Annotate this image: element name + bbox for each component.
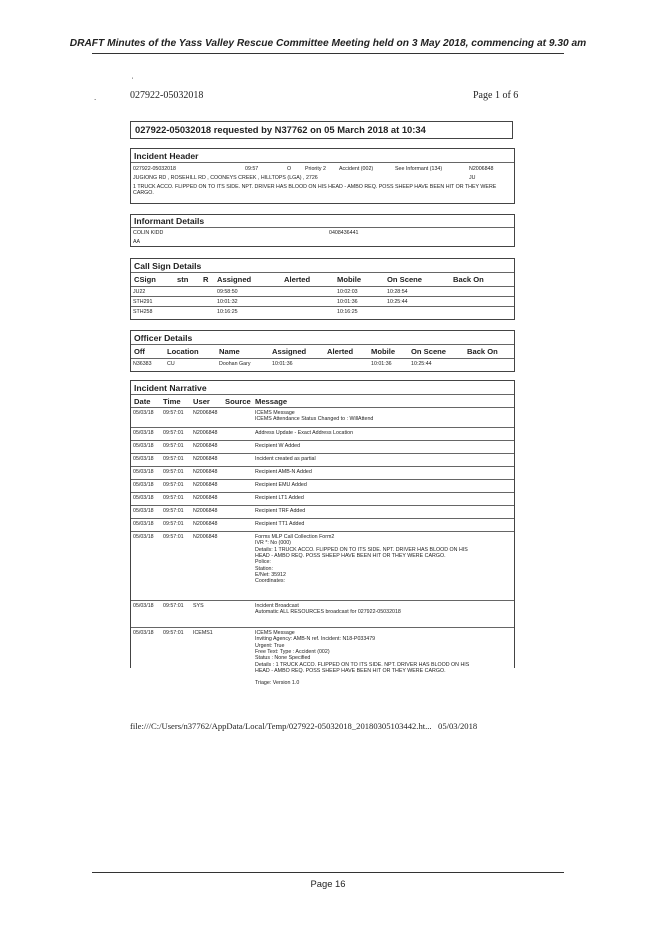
narrative-message-line: HEAD - AMBO REQ. POSS SHEEP HAVE BEEN HIT OR THEY WERE CARGO. xyxy=(255,552,446,559)
narrative-date: 05/03/18 xyxy=(133,430,154,436)
narrative-time: 09:57:01 xyxy=(163,443,184,449)
column-header: Mobile xyxy=(371,347,396,356)
narrative-date: 05/03/18 xyxy=(133,482,154,488)
officer-cell: CU xyxy=(167,361,175,367)
narrative-date: 05/03/18 xyxy=(133,630,154,636)
narrative-date: 05/03/18 xyxy=(133,456,154,462)
narrative-message-line: Recipient TT1 Added xyxy=(255,521,305,527)
column-header: Source xyxy=(225,397,251,406)
column-header: Mobile xyxy=(337,275,362,284)
file-path: file:///C:/Users/n37762/AppData/Local/Temp/027922-05032018_20180305103442.ht... xyxy=(130,721,432,731)
narrative-user: ICEMS1 xyxy=(193,630,213,636)
officer-cell: 10:01:36 xyxy=(371,361,392,367)
incident-location: JUGIONG RD , ROSEHILL RD , COONEYS CREEK , HILLTOPS (LGA) , 2726 xyxy=(133,175,318,181)
row-divider xyxy=(131,466,514,467)
narrative-section xyxy=(130,380,515,687)
column-header: User xyxy=(193,397,210,406)
narrative-date: 05/03/18 xyxy=(133,410,154,416)
column-header: On Scene xyxy=(387,275,423,284)
section-title: Incident Header xyxy=(134,151,199,161)
reference-number: 027922-05032018 xyxy=(130,90,204,101)
callsign-cell: JU22 xyxy=(133,289,146,295)
narrative-message-line: ICEMS Message xyxy=(255,630,295,636)
column-header: Assigned xyxy=(217,275,252,284)
callsign-cell: 10:16:25 xyxy=(217,309,238,315)
incident-type: Accident (002) xyxy=(339,166,374,172)
narrative-message-line: Address Update - Exact Address Location xyxy=(255,430,354,436)
request-box xyxy=(130,121,513,139)
incident-code: O xyxy=(287,166,292,172)
narrative-time: 09:57:01 xyxy=(163,456,184,462)
callsign-cell: 10:28:54 xyxy=(387,289,408,295)
column-header: On Scene xyxy=(411,347,447,356)
incident-location-code: JU xyxy=(469,175,476,181)
narrative-message-line: HEAD - AMBO REQ. POSS SHEEP HAVE BEEN HIT OR THEY WERE CARGO. xyxy=(255,667,446,674)
print-date: 05/03/2018 xyxy=(438,721,478,731)
narrative-message-line: Urgent: True xyxy=(255,642,285,649)
narrative-user: N2006848 xyxy=(193,508,218,514)
narrative-time: 09:57:01 xyxy=(163,521,184,527)
request-line: 027922-05032018 requested by N37762 on 05 March 2018 at 10:34 xyxy=(135,124,426,135)
row-divider xyxy=(131,600,514,601)
narrative-message-line: Status : None Specified xyxy=(255,655,311,662)
section-title: Call Sign Details xyxy=(134,261,202,271)
narrative-user: N2006848 xyxy=(193,430,218,436)
narrative-user: N2006848 xyxy=(193,482,218,488)
narrative-date: 05/03/18 xyxy=(133,495,154,501)
callsign-cell: STH258 xyxy=(133,309,153,315)
officer-cell: Doohan Gary xyxy=(219,361,251,367)
row-divider xyxy=(131,627,514,628)
section-title: Incident Narrative xyxy=(134,383,207,393)
footer-rule xyxy=(92,872,564,873)
narrative-date: 05/03/18 xyxy=(133,534,154,540)
callsign-cell: 09:58:50 xyxy=(217,289,238,295)
officer-cell: 10:01:36 xyxy=(272,361,293,367)
narrative-message-line: Incident created as partial xyxy=(255,456,316,462)
narrative-user: N2006848 xyxy=(193,410,218,416)
narrative-user: N2006848 xyxy=(193,456,218,462)
narrative-message-line: Station: xyxy=(255,565,273,572)
narrative-message-line: Recipient TRF Added xyxy=(255,508,306,514)
narrative-date: 05/03/18 xyxy=(133,521,154,527)
narrative-message-line: Triage: Version 1.0 xyxy=(255,680,300,687)
footer-path xyxy=(130,721,477,731)
narrative-message-line: Police: xyxy=(255,559,271,566)
row-divider xyxy=(131,518,514,519)
callsign-cell: 10:25:44 xyxy=(387,299,408,305)
narrative-time: 09:57:01 xyxy=(163,469,184,475)
incident-user: N2006848 xyxy=(469,166,494,172)
narrative-message-line: Recipient AMB-N Added xyxy=(255,469,312,475)
narrative-message-line: E/Net: 35912 xyxy=(255,571,286,578)
narrative-date: 05/03/18 xyxy=(133,603,154,609)
incident-ref: 027922-05032018 xyxy=(133,166,177,172)
column-header: Message xyxy=(255,397,288,406)
narrative-user: N2006848 xyxy=(193,521,218,527)
callsign-cell: STH291 xyxy=(133,299,153,305)
narrative-time: 09:57:01 xyxy=(163,495,184,501)
narrative-message-line: Free Text: Type : Accident (002) xyxy=(255,648,330,655)
callsign-section xyxy=(130,258,515,320)
column-header: CSign xyxy=(134,275,156,284)
column-header: Back On xyxy=(453,275,484,284)
narrative-user: N2006848 xyxy=(193,469,218,475)
page-header: DRAFT Minutes of the Yass Valley Rescue Committee Meeting held on 3 May 2018, commencing at 9.30 am xyxy=(69,38,587,49)
narrative-time: 09:57:01 xyxy=(163,534,184,540)
narrative-message-line: Inviting Agency: AMB-N ref. Incident: N18-P033479 xyxy=(255,636,376,643)
narrative-message-line: Details : 1 TRUCK ACCO. FLIPPED ON TO ITS SIDE. NPT. DRIVER HAS BLOOD ON HIS xyxy=(255,661,470,668)
margin-dot: . xyxy=(94,93,97,102)
narrative-time: 09:57:01 xyxy=(163,630,184,636)
row-divider xyxy=(131,453,514,454)
column-header: Alerted xyxy=(327,347,354,356)
narrative-message-line: Recipient LT1 Added xyxy=(255,495,304,501)
narrative-message-line: Recipient W Added xyxy=(255,443,301,449)
callsign-cell: 10:16:25 xyxy=(337,309,358,315)
informant-phone: 0408436441 xyxy=(329,230,359,236)
column-header: R xyxy=(203,275,209,284)
narrative-user: N2006848 xyxy=(193,495,218,501)
column-header: Assigned xyxy=(272,347,307,356)
narrative-message-line: Forms MLP Call Collection Form2 xyxy=(255,534,335,540)
narrative-message-line: ICEMS Attendance Status Changed to : WillAttend xyxy=(255,416,374,423)
narrative-time: 09:57:01 xyxy=(163,410,184,416)
narrative-time: 09:57:01 xyxy=(163,482,184,488)
row-divider xyxy=(131,440,514,441)
page-of: Page 1 of 6 xyxy=(473,90,519,101)
column-header: Location xyxy=(167,347,199,356)
column-header: Back On xyxy=(467,347,498,356)
column-header: Date xyxy=(134,397,151,406)
officer-section xyxy=(130,330,515,372)
narrative-date: 05/03/18 xyxy=(133,508,154,514)
officer-cell: N36383 xyxy=(133,361,152,367)
header-rule xyxy=(92,53,564,54)
narrative-message-line: Details: 1 TRUCK ACCO. FLIPPED ON TO ITS SIDE. NPT. DRIVER HAS BLOOD ON HIS xyxy=(255,546,468,553)
row-divider xyxy=(131,492,514,493)
narrative-time: 09:57:01 xyxy=(163,603,184,609)
narrative-message-line: ICEMS Message xyxy=(255,410,295,416)
narrative-message-line: Coordinates: xyxy=(255,578,286,585)
column-header: Off xyxy=(134,347,145,356)
narrative-user: N2006848 xyxy=(193,534,218,540)
narrative-time: 09:57:01 xyxy=(163,430,184,436)
officer-cell: 10:25:44 xyxy=(411,361,432,367)
informant-section xyxy=(130,214,515,247)
row-divider xyxy=(131,531,514,532)
narrative-date: 05/03/18 xyxy=(133,443,154,449)
narrative-time: 09:57:01 xyxy=(163,508,184,514)
row-divider xyxy=(131,427,514,428)
callsign-cell: 10:01:32 xyxy=(217,299,238,305)
narrative-user: N2006848 xyxy=(193,443,218,449)
column-header: Time xyxy=(163,397,181,406)
informant-extra: AA xyxy=(133,239,141,245)
narrative-message-line: Automatic ALL RESOURCES broadcast for 027922-05032018 xyxy=(255,609,401,616)
row-divider xyxy=(131,505,514,506)
section-title: Officer Details xyxy=(134,333,193,343)
callsign-cell: 10:01:36 xyxy=(337,299,358,305)
tick-mark: ' xyxy=(132,78,134,84)
narrative-date: 05/03/18 xyxy=(133,469,154,475)
incident-informant: See Informant (134) xyxy=(395,166,443,172)
page-number: Page 16 xyxy=(310,878,346,889)
informant-name: COLIN KIDD xyxy=(133,230,164,236)
callsign-cell: 10:02:03 xyxy=(337,289,358,295)
incident-time: 09:57 xyxy=(245,166,259,172)
incident-header-section xyxy=(130,148,515,204)
narrative-message-line: Recipient EMU Added xyxy=(255,482,307,488)
incident-description: 1 TRUCK ACCO. FLIPPED ON TO ITS SIDE. NPT. DRIVER HAS BLOOD ON HIS HEAD - AMBO REQ. POSS SHEEP HAVE BEEN HIT OR THEY WERE CARGO. xyxy=(133,184,497,197)
narrative-message-line: IVR *: No (000) xyxy=(255,540,291,547)
section-title: Informant Details xyxy=(134,216,205,226)
column-header: Name xyxy=(219,347,240,356)
incident-priority: Priority 2 xyxy=(305,166,326,172)
row-divider xyxy=(131,479,514,480)
narrative-message-line: Incident Broadcast xyxy=(255,603,299,609)
column-header: stn xyxy=(177,275,189,284)
narrative-user: SYS xyxy=(193,603,204,609)
column-header: Alerted xyxy=(284,275,311,284)
